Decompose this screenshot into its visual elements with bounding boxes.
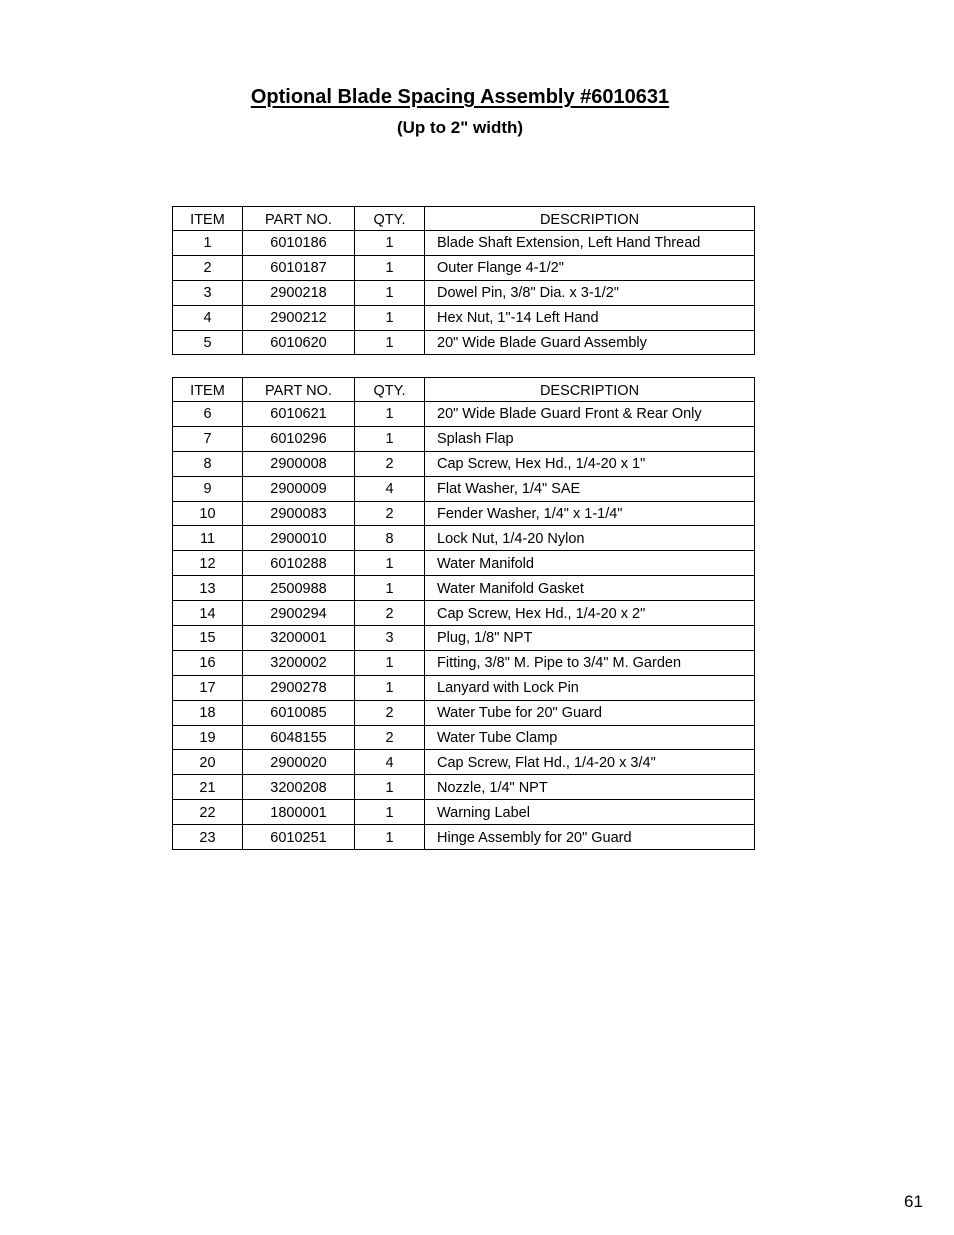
- cell-description: Blade Shaft Extension, Left Hand Thread: [425, 231, 755, 256]
- cell-description: Hex Nut, 1"-14 Left Hand: [425, 305, 755, 330]
- table-row: [173, 255, 755, 280]
- cell-description: Cap Screw, Hex Hd., 1/4-20 x 1": [425, 451, 755, 476]
- cell-item: 5: [173, 330, 243, 355]
- cell-qty: 1: [355, 551, 425, 576]
- table-row: [173, 825, 755, 850]
- cell-part-no: 3200001: [243, 626, 355, 651]
- table-row: [173, 725, 755, 750]
- cell-description: Lock Nut, 1/4-20 Nylon: [425, 526, 755, 551]
- cell-part-no: 2900083: [243, 501, 355, 526]
- table-row: [173, 601, 755, 626]
- table-row: [173, 501, 755, 526]
- cell-item: 4: [173, 305, 243, 330]
- cell-qty: 8: [355, 526, 425, 551]
- table-row: [173, 551, 755, 576]
- cell-part-no: 6010296: [243, 426, 355, 451]
- column-header-qty: QTY.: [355, 207, 425, 231]
- cell-qty: 2: [355, 725, 425, 750]
- cell-qty: 2: [355, 700, 425, 725]
- cell-part-no: 6010288: [243, 551, 355, 576]
- cell-qty: 1: [355, 231, 425, 256]
- cell-description: Splash Flap: [425, 426, 755, 451]
- cell-description: Plug, 1/8" NPT: [425, 626, 755, 651]
- cell-item: 23: [173, 825, 243, 850]
- table-row: [173, 426, 755, 451]
- cell-part-no: 3200208: [243, 775, 355, 800]
- table-header-row: [173, 207, 755, 231]
- cell-qty: 1: [355, 255, 425, 280]
- cell-part-no: 2500988: [243, 576, 355, 601]
- cell-description: Water Manifold: [425, 551, 755, 576]
- cell-qty: 2: [355, 501, 425, 526]
- cell-part-no: 6010085: [243, 700, 355, 725]
- table-row: [173, 526, 755, 551]
- cell-description: Fender Washer, 1/4" x 1-1/4": [425, 501, 755, 526]
- cell-description: Cap Screw, Hex Hd., 1/4-20 x 2": [425, 601, 755, 626]
- cell-qty: 1: [355, 650, 425, 675]
- cell-qty: 1: [355, 576, 425, 601]
- cell-description: 20" Wide Blade Guard Front & Rear Only: [425, 402, 755, 427]
- column-header-item: ITEM: [173, 378, 243, 402]
- cell-description: Hinge Assembly for 20" Guard: [425, 825, 755, 850]
- cell-description: Cap Screw, Flat Hd., 1/4-20 x 3/4": [425, 750, 755, 775]
- cell-item: 15: [173, 626, 243, 651]
- cell-part-no: 1800001: [243, 800, 355, 825]
- cell-description: Outer Flange 4-1/2": [425, 255, 755, 280]
- cell-part-no: 6010186: [243, 231, 355, 256]
- cell-qty: 1: [355, 280, 425, 305]
- cell-qty: 4: [355, 750, 425, 775]
- cell-qty: 1: [355, 775, 425, 800]
- cell-item: 17: [173, 675, 243, 700]
- table-row: [173, 305, 755, 330]
- cell-part-no: 2900218: [243, 280, 355, 305]
- table-row: [173, 576, 755, 601]
- cell-description: Flat Washer, 1/4" SAE: [425, 476, 755, 501]
- cell-qty: 1: [355, 305, 425, 330]
- column-header-qty: QTY.: [355, 378, 425, 402]
- page-title: Optional Blade Spacing Assembly #6010631: [250, 86, 670, 108]
- cell-description: Lanyard with Lock Pin: [425, 675, 755, 700]
- cell-part-no: 6048155: [243, 725, 355, 750]
- table-row: [173, 476, 755, 501]
- table-header-row: [173, 378, 755, 402]
- cell-item: 8: [173, 451, 243, 476]
- cell-item: 11: [173, 526, 243, 551]
- table-row: [173, 750, 755, 775]
- cell-qty: 1: [355, 402, 425, 427]
- cell-description: Water Tube Clamp: [425, 725, 755, 750]
- cell-item: 1: [173, 231, 243, 256]
- table-row: [173, 231, 755, 256]
- cell-item: 7: [173, 426, 243, 451]
- cell-qty: 4: [355, 476, 425, 501]
- cell-item: 3: [173, 280, 243, 305]
- cell-qty: 1: [355, 426, 425, 451]
- cell-item: 16: [173, 650, 243, 675]
- table-row: [173, 800, 755, 825]
- cell-part-no: 3200002: [243, 650, 355, 675]
- cell-part-no: 6010620: [243, 330, 355, 355]
- cell-description: Water Tube for 20" Guard: [425, 700, 755, 725]
- cell-part-no: 2900010: [243, 526, 355, 551]
- cell-qty: 1: [355, 825, 425, 850]
- cell-qty: 1: [355, 330, 425, 355]
- cell-description: Nozzle, 1/4" NPT: [425, 775, 755, 800]
- cell-part-no: 2900278: [243, 675, 355, 700]
- table-row: [173, 330, 755, 355]
- cell-item: 9: [173, 476, 243, 501]
- column-header-item: ITEM: [173, 207, 243, 231]
- page-subtitle: (Up to 2" width): [396, 118, 524, 137]
- cell-part-no: 6010621: [243, 402, 355, 427]
- cell-item: 2: [173, 255, 243, 280]
- cell-part-no: 2900294: [243, 601, 355, 626]
- table-row: [173, 402, 755, 427]
- table-row: [173, 675, 755, 700]
- cell-description: Dowel Pin, 3/8" Dia. x 3-1/2": [425, 280, 755, 305]
- cell-qty: 3: [355, 626, 425, 651]
- cell-qty: 2: [355, 601, 425, 626]
- cell-description: 20" Wide Blade Guard Assembly: [425, 330, 755, 355]
- cell-item: 6: [173, 402, 243, 427]
- cell-item: 21: [173, 775, 243, 800]
- cell-item: 10: [173, 501, 243, 526]
- table-row: [173, 451, 755, 476]
- cell-item: 22: [173, 800, 243, 825]
- cell-part-no: 2900212: [243, 305, 355, 330]
- cell-qty: 1: [355, 800, 425, 825]
- cell-item: 13: [173, 576, 243, 601]
- cell-qty: 1: [355, 675, 425, 700]
- cell-description: Warning Label: [425, 800, 755, 825]
- table-row: [173, 626, 755, 651]
- cell-part-no: 2900009: [243, 476, 355, 501]
- table-row: [173, 650, 755, 675]
- cell-item: 18: [173, 700, 243, 725]
- cell-part-no: 2900008: [243, 451, 355, 476]
- cell-qty: 2: [355, 451, 425, 476]
- cell-part-no: 2900020: [243, 750, 355, 775]
- cell-part-no: 6010251: [243, 825, 355, 850]
- table-row: [173, 775, 755, 800]
- cell-description: Fitting, 3/8" M. Pipe to 3/4" M. Garden: [425, 650, 755, 675]
- table-row: [173, 700, 755, 725]
- cell-item: 14: [173, 601, 243, 626]
- table-row: [173, 280, 755, 305]
- column-header-part-no: PART NO.: [243, 207, 355, 231]
- cell-description: Water Manifold Gasket: [425, 576, 755, 601]
- cell-item: 20: [173, 750, 243, 775]
- cell-item: 12: [173, 551, 243, 576]
- column-header-description: DESCRIPTION: [425, 378, 755, 402]
- column-header-description: DESCRIPTION: [425, 207, 755, 231]
- column-header-part-no: PART NO.: [243, 378, 355, 402]
- parts-table-1: [172, 206, 755, 355]
- cell-part-no: 6010187: [243, 255, 355, 280]
- cell-item: 19: [173, 725, 243, 750]
- parts-table-2: [172, 377, 755, 850]
- page-number: 61: [904, 1192, 923, 1211]
